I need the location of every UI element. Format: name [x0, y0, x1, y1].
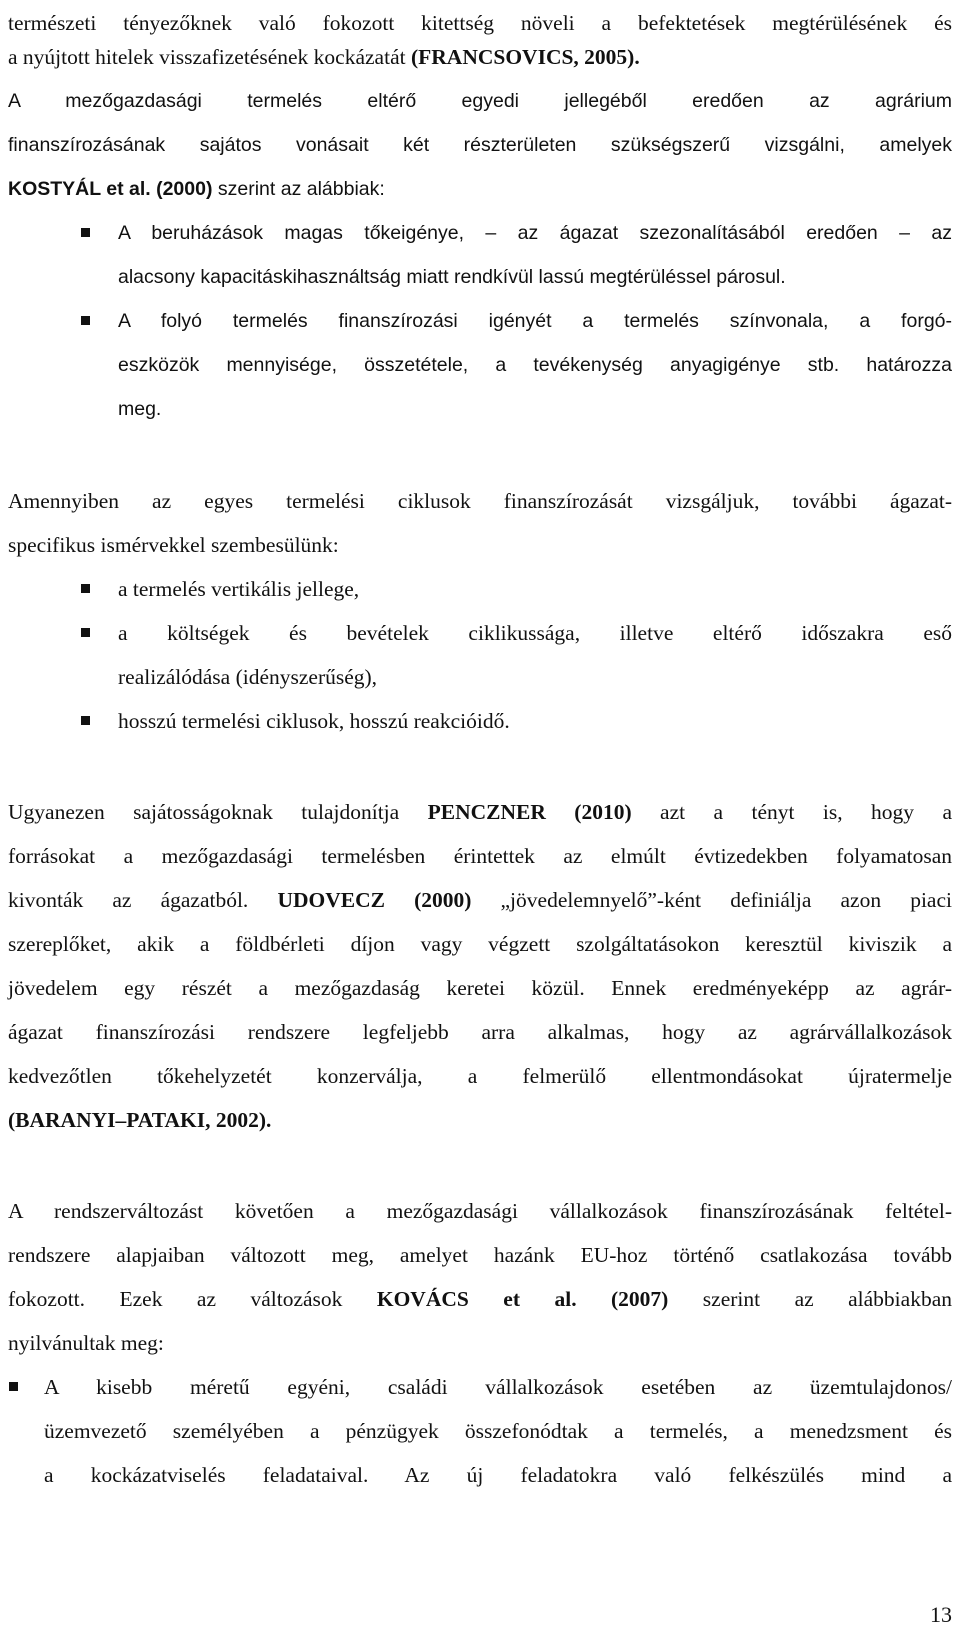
citation: (FRANCSOVICS, 2005).: [410, 45, 640, 69]
text: „jövedelemnyelő”-ként definiálja azon piaci: [471, 888, 952, 912]
paragraph-line: rendszere alapjaiban változott meg, amelyet hazánk EU-hoz történő csatlakozása tovább: [8, 1243, 952, 1267]
list-item-line: hosszú termelési ciklusok, hosszú reakcióidő.: [118, 709, 510, 733]
text: a nyújtott hitelek visszafizetésének kockázatát: [8, 45, 411, 69]
paragraph-line: Amennyiben az egyes termelési ciklusok finanszírozását vizsgáljuk, további ágazat-: [8, 489, 952, 513]
paragraph-line: nyilvánultak meg:: [8, 1331, 164, 1355]
text: Ugyanezen sajátosságoknak tulajdonítja: [8, 800, 428, 824]
paragraph-line: finanszírozásának sajátos vonásait két részterületen szükségszerű vizsgálni, amelyek: [8, 134, 952, 156]
citation: (BARANYI–PATAKI, 2002).: [8, 1108, 272, 1132]
paragraph-line: specifikus ismérvekkel szembesülünk:: [8, 533, 339, 557]
citation: PENCZNER (2010): [427, 800, 632, 824]
citation: KOVÁCS et al. (2007): [376, 1287, 669, 1311]
citation-year: (2000): [150, 178, 213, 200]
list-item-line: a kockázatviselés feladataival. Az új feladatokra való felkészülés mind a: [44, 1463, 952, 1487]
list-item-line: a költségek és bevételek ciklikussága, illetve eltérő időszakra eső: [118, 621, 952, 645]
paragraph-line: A mezőgazdasági termelés eltérő egyedi jellegéből eredően az agrárium: [8, 90, 952, 112]
paragraph-line: A rendszerváltozást követően a mezőgazdasági vállalkozások finanszírozásának feltétel-: [8, 1199, 952, 1223]
list-item-line: realizálódása (idényszerűség),: [118, 665, 378, 689]
list-item-line: A folyó termelés finanszírozási igényét a termelés színvonala, a forgó-: [118, 310, 952, 332]
paragraph-line: [8, 797, 952, 827]
paragraph-line: szereplőket, akik a földbérleti díjon vagy végzett szolgáltatásokon keresztül kiviszik a: [8, 932, 952, 956]
bullet-icon: [81, 584, 90, 593]
paragraph-line: jövedelem egy részét a mezőgazdaság keretei közül. Ennek eredményeképp az agrár-: [8, 976, 952, 1000]
bullet-icon: [81, 716, 90, 725]
bullet-icon: [81, 228, 90, 237]
list-item-line: a termelés vertikális jellege,: [118, 577, 360, 601]
bullet-icon: [81, 316, 90, 325]
list-item-line: üzemvezető személyében a pénzügyek összefonódtak a termelés, a menedzsment és: [44, 1419, 952, 1443]
bullet-icon: [81, 628, 90, 637]
text: kivonták az ágazatból.: [8, 888, 278, 912]
text: fokozott. Ezek az változások: [8, 1287, 377, 1311]
list-item-line: meg.: [118, 398, 162, 420]
paragraph-line: [8, 42, 640, 72]
paragraph-line: kedvezőtlen tőkehelyzetét konzerválja, a felmerülő ellentmondásokat újratermelje: [8, 1064, 952, 1088]
text: szerint az alábbiak:: [212, 178, 385, 200]
bullet-icon: [9, 1382, 18, 1391]
page-number: 13: [930, 1602, 952, 1627]
paragraph-line: forrásokat a mezőgazdasági termelésben érintettek az elmúlt évtizedekben folyamatosan: [8, 844, 952, 868]
list-item-line: A kisebb méretű egyéni, családi vállalkozások esetében az üzemtulajdonos/: [44, 1375, 952, 1399]
paragraph-line: [8, 174, 385, 204]
paragraph-line: [8, 1284, 952, 1314]
paragraph-line: ágazat finanszírozási rendszere legfeljebb arra alkalmas, hogy az agrárvállalkozások: [8, 1020, 952, 1044]
list-item-line: alacsony kapacitáskihasználtság miatt rendkívül lassú megtérüléssel párosul.: [118, 266, 786, 288]
text: szerint az alábbiakban: [668, 1287, 952, 1311]
list-item-line: A beruházások magas tőkeigénye, – az ágazat szezonalításából eredően – az: [118, 222, 952, 244]
paragraph-line: természeti tényezőknek való fokozott kitettség növeli a befektetések megtérülésének és: [8, 11, 952, 35]
text: azt a tényt is, hogy a: [631, 800, 952, 824]
paragraph-line: [8, 885, 952, 915]
citation: UDOVECZ (2000): [277, 888, 472, 912]
list-item-line: eszközök mennyisége, összetétele, a tevékenység anyagigénye stb. határozza: [118, 354, 952, 376]
citation: KOSTYÁL et al.: [8, 178, 151, 200]
